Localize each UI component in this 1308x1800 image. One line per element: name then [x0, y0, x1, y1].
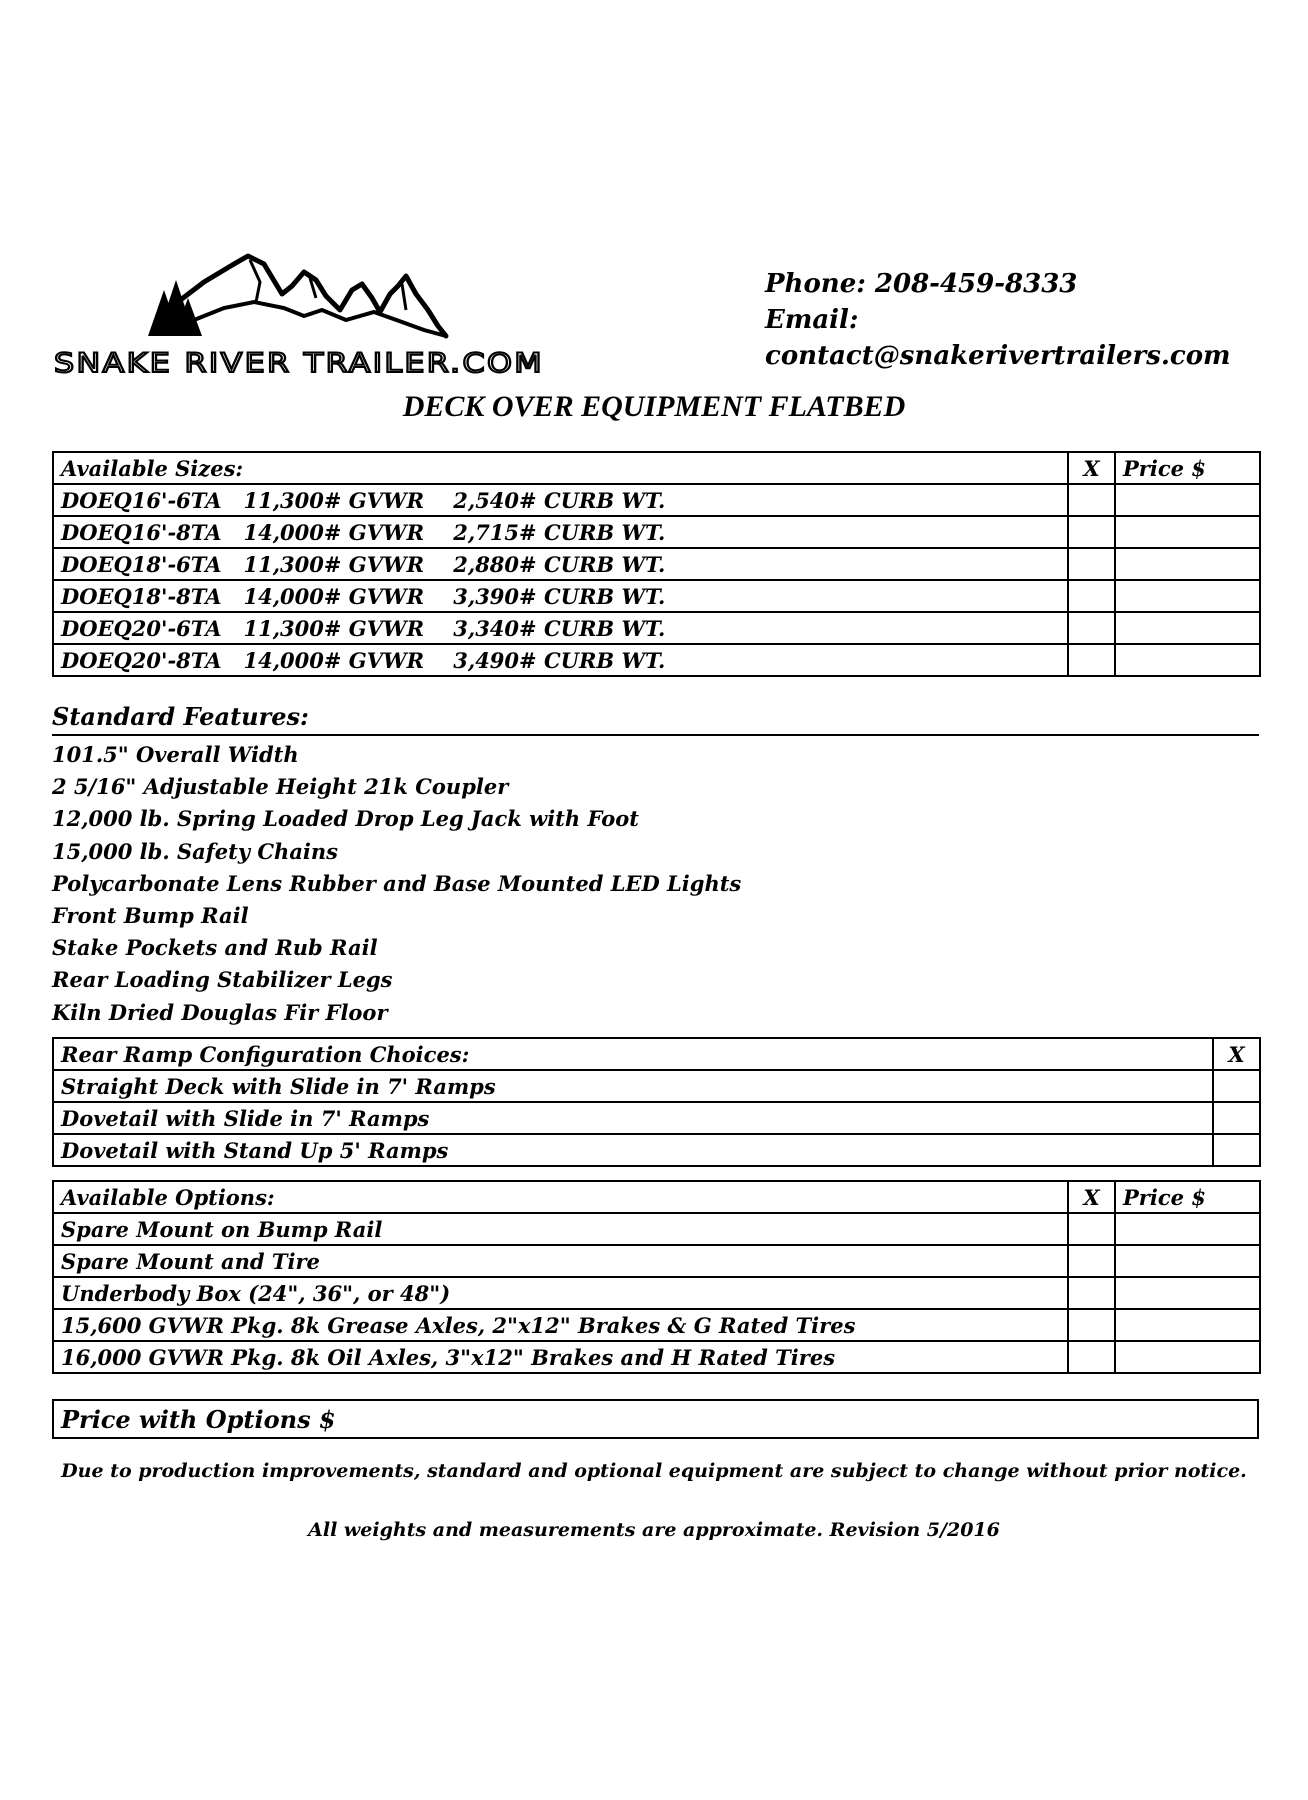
- table-row: [53, 1309, 1260, 1341]
- list-item: 12,000 lb. Spring Loaded Drop Leg Jack with Foot: [52, 806, 639, 832]
- list-item: Polycarbonate Lens Rubber and Base Mounted LED Lights: [52, 870, 742, 896]
- option-select-cell[interactable]: [1068, 1309, 1115, 1341]
- option-price-cell[interactable]: [1115, 1277, 1260, 1309]
- size-price-cell[interactable]: [1115, 548, 1260, 580]
- standard-features-heading: Standard Features:: [52, 700, 1259, 736]
- table-row: [53, 580, 1260, 612]
- table-row: [53, 1070, 1260, 1102]
- option-label: 15,600 GVWR Pkg. 8k Grease Axles, 2"x12" Brakes & G Rated Tires: [53, 1309, 1068, 1341]
- size-price-cell[interactable]: [1115, 516, 1260, 548]
- size-price-cell[interactable]: [1115, 612, 1260, 644]
- rear-ramp-table: [52, 1037, 1261, 1167]
- list-item: Kiln Dried Douglas Fir Floor: [52, 999, 388, 1025]
- ramp-label: Straight Deck with Slide in 7' Ramps: [53, 1070, 1213, 1102]
- table-header-row: [53, 452, 1260, 484]
- size-select-cell[interactable]: [1068, 516, 1115, 548]
- list-item: 2 5/16" Adjustable Height 21k Coupler: [52, 774, 509, 800]
- price-column-header: Price $: [1115, 1181, 1260, 1213]
- price-with-options-box: [52, 1399, 1259, 1439]
- option-price-cell[interactable]: [1115, 1341, 1260, 1373]
- size-label: DOEQ16'-8TA 14,000# GVWR 2,715# CURB WT.: [53, 516, 1068, 548]
- list-item: 101.5" Overall Width: [52, 742, 299, 767]
- ramp-label: Dovetail with Stand Up 5' Ramps: [53, 1134, 1213, 1166]
- size-price-cell[interactable]: [1115, 644, 1260, 676]
- standard-features-list: [52, 739, 741, 1029]
- table-row: [53, 1341, 1260, 1373]
- contact-info: [765, 266, 1308, 374]
- list-item: Front Bump Rail: [52, 903, 249, 929]
- ramp-select-cell[interactable]: [1213, 1102, 1260, 1134]
- option-price-cell[interactable]: [1115, 1309, 1260, 1341]
- list-item: Rear Loading Stabilizer Legs: [52, 967, 393, 993]
- ramps-header: Rear Ramp Configuration Choices:: [53, 1038, 1213, 1070]
- size-label: DOEQ18'-8TA 14,000# GVWR 3,390# CURB WT.: [53, 580, 1068, 612]
- x-column-header: X: [1213, 1038, 1260, 1070]
- size-label: DOEQ20'-6TA 11,300# GVWR 3,340# CURB WT.: [53, 612, 1068, 644]
- price-with-options-field[interactable]: Price with Options $: [53, 1400, 1258, 1438]
- option-select-cell[interactable]: [1068, 1341, 1115, 1373]
- size-price-cell[interactable]: [1115, 580, 1260, 612]
- change-notice: Due to production improvements, standard and optional equipment are subject to change without prior notice.: [61, 1460, 1247, 1482]
- table-header-row: [53, 1181, 1260, 1213]
- size-select-cell[interactable]: [1068, 644, 1115, 676]
- table-row: [53, 1245, 1260, 1277]
- option-price-cell[interactable]: [1115, 1213, 1260, 1245]
- table-row: [53, 1102, 1260, 1134]
- ramp-label: Dovetail with Slide in 7' Ramps: [53, 1102, 1213, 1134]
- size-label: DOEQ20'-8TA 14,000# GVWR 3,490# CURB WT.: [53, 644, 1068, 676]
- option-label: Spare Mount and Tire: [53, 1245, 1068, 1277]
- table-row: [53, 516, 1260, 548]
- option-label: Underbody Box (24", 36", or 48"): [53, 1277, 1068, 1309]
- table-row: [53, 612, 1260, 644]
- x-column-header: X: [1068, 452, 1115, 484]
- option-label: Spare Mount on Bump Rail: [53, 1213, 1068, 1245]
- list-item: Stake Pockets and Rub Rail: [52, 935, 378, 961]
- option-select-cell[interactable]: [1068, 1277, 1115, 1309]
- table-row: [53, 548, 1260, 580]
- available-sizes-table: [52, 451, 1261, 677]
- email-text: Email: contact@snakerivertrailers.com: [765, 305, 1231, 371]
- size-select-cell[interactable]: [1068, 548, 1115, 580]
- ramp-select-cell[interactable]: [1213, 1134, 1260, 1166]
- list-item: 15,000 lb. Safety Chains: [52, 838, 339, 864]
- size-label: DOEQ18'-6TA 11,300# GVWR 2,880# CURB WT.: [53, 548, 1068, 580]
- table-row: [53, 644, 1260, 676]
- logo-wordmark: SNAKE RIVER TRAILER.COM: [54, 348, 544, 379]
- option-price-cell[interactable]: [1115, 1245, 1260, 1277]
- table-header-row: [53, 1038, 1260, 1070]
- snake-river-trailer-logo: [54, 250, 554, 380]
- size-price-cell[interactable]: [1115, 484, 1260, 516]
- size-select-cell[interactable]: [1068, 484, 1115, 516]
- size-label: DOEQ16'-6TA 11,300# GVWR 2,540# CURB WT.: [53, 484, 1068, 516]
- ramp-select-cell[interactable]: [1213, 1070, 1260, 1102]
- available-options-table: [52, 1180, 1261, 1374]
- size-select-cell[interactable]: [1068, 612, 1115, 644]
- sizes-header: Available Sizes:: [53, 452, 1068, 484]
- options-header: Available Options:: [53, 1181, 1068, 1213]
- option-select-cell[interactable]: [1068, 1213, 1115, 1245]
- x-column-header: X: [1068, 1181, 1115, 1213]
- table-row: [53, 484, 1260, 516]
- table-row: [53, 1213, 1260, 1245]
- table-row: [53, 1277, 1260, 1309]
- page-title: DECK OVER EQUIPMENT FLATBED: [402, 390, 906, 423]
- option-select-cell[interactable]: [1068, 1245, 1115, 1277]
- revision-notice: All weights and measurements are approximate. Revision 5/2016: [308, 1519, 1000, 1541]
- phone-text: Phone: 208-459-8333: [765, 269, 1078, 299]
- option-label: 16,000 GVWR Pkg. 8k Oil Axles, 3"x12" Brakes and H Rated Tires: [53, 1341, 1068, 1373]
- size-select-cell[interactable]: [1068, 580, 1115, 612]
- price-column-header: Price $: [1115, 452, 1260, 484]
- table-row: [53, 1134, 1260, 1166]
